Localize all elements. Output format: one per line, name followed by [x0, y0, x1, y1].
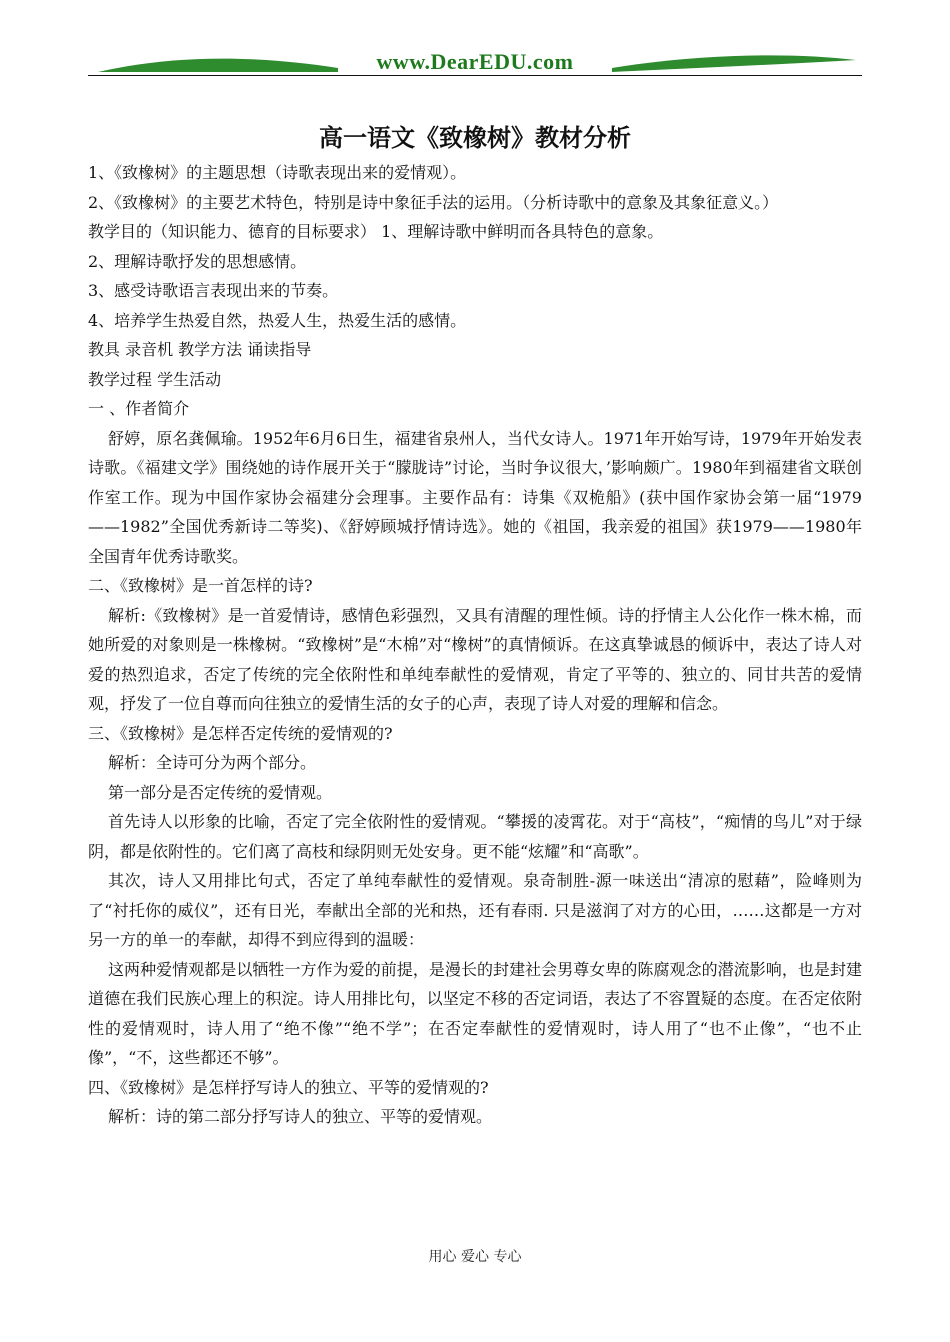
- paragraph: 教学过程 学生活动: [88, 369, 222, 389]
- page-footer: 用心 爱心 专心: [428, 1249, 522, 1265]
- paragraph: 教具 录音机 教学方法 诵读指导: [88, 340, 312, 359]
- paragraph: 第一部分是否定传统的爱情观。: [108, 782, 333, 802]
- paragraph: 这两种爱情观都是以牺牲一方作为爱的前提，是漫长的封建社会男尊女卑的陈腐观念的潜流影响，也是封建道德在我们民族心理上的积淀。诗人用排比句，以坚定不移的否定词语，表达了不容置疑的态度。在否定依附性的爱情观时，诗人用了“绝不像”“绝不学”；在否定奉献性的爱情观时，诗人用了“也不止像”，“也不止像”，“不，这些都还不够”。: [88, 959, 862, 1067]
- header-rule: [88, 75, 862, 76]
- paragraph: 2、理解诗歌抒发的思想感情。: [88, 251, 307, 271]
- paragraph: 舒婷，原名龚佩瑜。1952年6月6日生，福建省泉州人，当代女诗人。1971年开始写诗，1979年开始发表诗歌。《福建文学》围绕她的诗作展开关于“朦胧诗”讨论，当时争议很大，’影响颇广。1980年到福建省文联创作室工作。现为中国作家协会福建分会理事。主要作品有：诗集《双桅船》(获中国作家协会第一届“1979——1982”全国优秀新诗二等奖)、《舒婷顾城抒情诗选》。她的《祖国，我亲爱的祖国》获1979——1980年全国青年优秀诗歌奖。: [88, 428, 862, 566]
- section-heading: 二、《致橡树》是一首怎样的诗?: [88, 576, 313, 595]
- page-header: [88, 46, 862, 78]
- paragraph: 3、感受诗歌语言表现出来的节奏。: [88, 281, 339, 300]
- paragraph: 其次，诗人又用排比句式，否定了单纯奉献性的爱情观。泉奇制胜-源一味送出“清凉的慰藉”，险峰则为了“衬托你的威仪”，还有日光，奉献出全部的光和热，还有春雨. 只是滋润了对方的心田，……这都是一方对另一方的单一的奉献，却得不到应得到的温暖：: [88, 871, 862, 949]
- paragraph: 4、培养学生热爱自然，热爱人生，热爱生活的感情。: [88, 310, 467, 330]
- section-heading: 四、《致橡树》是怎样抒写诗人的独立、平等的爱情观的?: [88, 1077, 489, 1097]
- paragraph: 解析:《致橡树》是一首爱情诗，感情色彩强烈，又具有清醒的理性倾。诗的抒情主人公化作一株木棉，而她所爱的对象则是一株橡树。“致橡树”是“木棉”对“橡树”的真情倾诉。在这真挚诚恳的倾诉中，表达了诗人对爱的热烈追求，否定了传统的完全依附性和单纯奉献性的爱情观，肯定了平等的、独立的、同甘共苦的爱情观，抒发了一位自尊而向往独立的爱情生活的女子的心声，表现了诗人对爱的理解和信念。: [88, 605, 862, 713]
- document-body: [88, 118, 862, 1132]
- paragraph: 1、《致橡树》的主题思想（诗歌表现出来的爱情观）。: [88, 163, 467, 182]
- paragraph: 首先诗人以形象的比喻，否定了完全依附性的爱情观。“攀援的凌霄花。对于“高枝”，“痴情的鸟儿”对于绿阴，都是依附性的。它们离了高枝和绿阴则无处安身。更不能“炫耀”和“高歌”。: [88, 812, 862, 861]
- paragraph: 解析：诗的第二部分抒写诗人的独立、平等的爱情观。: [108, 1107, 493, 1126]
- section-heading: 三、《致橡树》是怎样否定传统的爱情观的?: [88, 723, 393, 743]
- paragraph: 教学目的（知识能力、德育的目标要求） 1、理解诗歌中鲜明而各具特色的意象。: [88, 222, 664, 241]
- page-title: 高一语文《致橡树》教材分析: [319, 123, 631, 152]
- paragraph: 2、《致橡树》的主要艺术特色，特别是诗中象征手法的运用。（分析诗歌中的意象及其象征意义。）: [88, 192, 779, 212]
- paragraph: 解析：全诗可分为两个部分。: [108, 753, 317, 772]
- site-name: www.DearEDU.com: [376, 49, 574, 74]
- section-heading: 一 、作者简介: [88, 399, 190, 418]
